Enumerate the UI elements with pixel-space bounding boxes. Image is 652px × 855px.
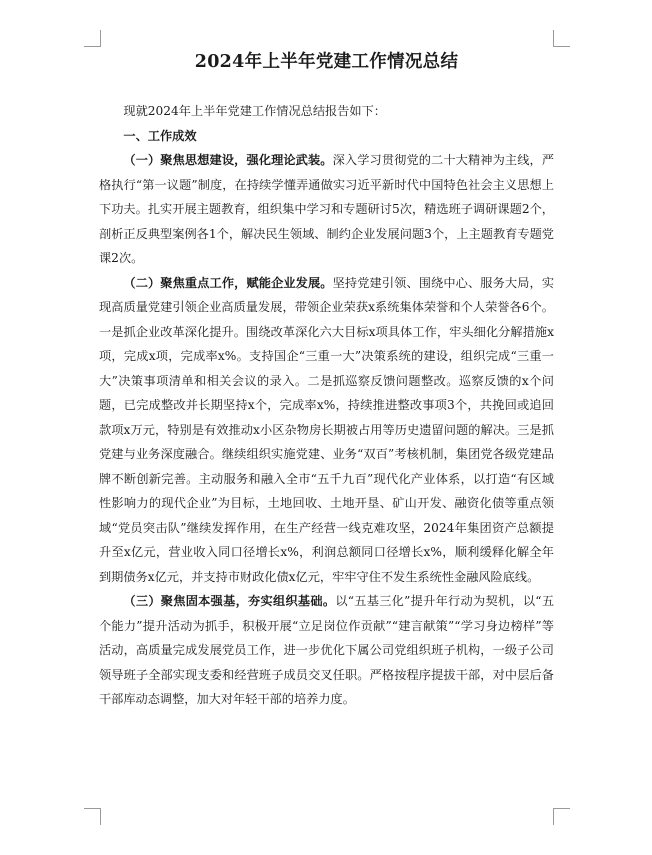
- page-corner-mark-bottom-left: [84, 808, 101, 825]
- paragraph-body: 坚持党建引领、围绕中心、服务大局，实现高质量党建引领企业高质量发展，带领企业荣获x系统集体荣誉和个人荣誉各6个。一是抓企业改革深化提升。围绕改革深化六大目标x项具体工作，牢头细化分解措施x项，完成x项，完成率x%。支持国企“三重一大”决策系统的建设，组织完成“三重一大”决策事项清单和相关会议的录入。二是抓巡察反馈问题整改。巡察反馈的x个问题，已完成整改并长期坚持x个，完成率x%，持续推进整改事项3个，共挽回或追回款项x万元，特别是有效推动x小区杂物房长期被占用等历史遗留问题的解决。三是抓党建与业务深度融合。继续组织实施党建、业务“双百”考核机制，集团党各级党建品牌不断创新完善。主动服务和融入全市“五千九百”现代化产业体系，以打造“有区域性影响力的现代企业”为目标，土地回收、土地开垦、矿山开发、融资化债等重点领域“党员突击队”继续发挥作用，在生产经营一线克难攻坚，2024年集团资产总额提升至x亿元，营业收入同口径增长x%，利润总额同口径增长x%，顺利缓释化解全年到期债务x亿元，并支持市财政化债x亿元，牢牢守住不发生系统性金融风险底线。: [99, 275, 555, 584]
- paragraph-ideological-building: [99, 148, 554, 271]
- paragraph-lead: （二）聚焦重点工作，赋能企业发展。: [123, 275, 333, 290]
- paragraph-lead: （三）聚焦固本强基，夯实组织基础。: [123, 594, 336, 608]
- page-corner-mark-top-left: [84, 30, 101, 47]
- document-body: [99, 50, 554, 712]
- intro-paragraph: 现就2024年上半年党建工作情况总结报告如下：: [123, 104, 386, 118]
- paragraph-body: 以“五基三化”提升年行动为契机，以“五个能力”提升活动为抓手，积极开展“立足岗位作贡献”“建言献策”“学习身边榜样”等活动，高质量完成发展党员工作，进一步优化下属公司党组织班子机构，一级子公司领导班子全部实现支委和经营班子成员交叉任职。严格按程序提拔干部，对中层后备干部库动态调整，加大对年轻干部的培养力度。: [99, 594, 555, 706]
- section-heading-achievements: 一、工作成效: [123, 128, 197, 143]
- page-corner-mark-top-right: [553, 30, 570, 47]
- paragraph-organization-foundation: [99, 589, 554, 712]
- page-corner-mark-bottom-right: [553, 808, 570, 825]
- paragraph-lead: （一）聚焦思想建设，强化理论武装。: [123, 153, 333, 167]
- paragraph-body: 深入学习贯彻党的二十大精神为主线，严格执行“第一议题”制度，在持续学懂弄通做实习近平新时代中国特色社会主义思想上下功夫。扎实开展主题教育，组织集中学习和专题研讨5次，精选班子调研课题2个，剖析正反典型案例各1个，解决民生领域、制约企业发展问题3个，上主题教育专题党课2次。: [99, 153, 555, 265]
- document-title: 2024年上半年党建工作情况总结: [194, 52, 459, 72]
- paragraph-key-work: [99, 271, 554, 590]
